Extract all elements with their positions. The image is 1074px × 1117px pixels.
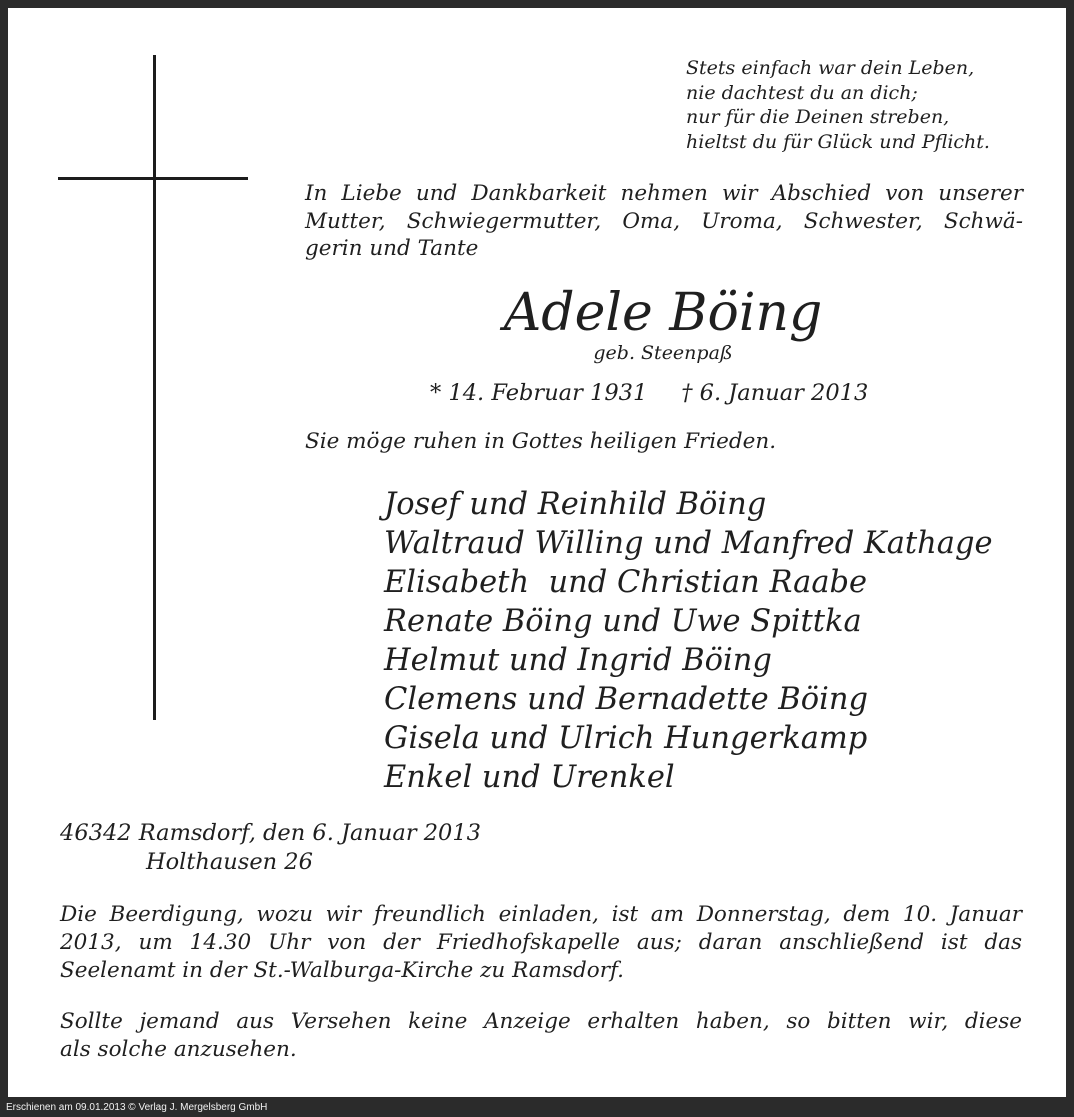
farewell-wish: Sie möge ruhen in Gottes heiligen Frieden. — [305, 429, 777, 454]
family-member: Waltraud Willing und Manfred Kathage — [384, 526, 993, 561]
street-address: Holthausen 26 — [146, 849, 313, 875]
funeral-line: Seelenamt in der St.-Walburga-Kirche zu Ramsdorf. — [60, 958, 625, 983]
funeral-notice — [60, 901, 1022, 985]
poem-line: hieltst du für Glück und Pflicht. — [686, 130, 990, 153]
closing-line: als solche anzusehen. — [60, 1037, 297, 1062]
intro-line: gerin und Tante — [305, 236, 479, 261]
poem-line: Stets einfach war dein Leben, — [686, 57, 975, 79]
publication-footer: Erschienen am 09.01.2013 © Verlag J. Mergelsberg GmbH — [6, 1102, 268, 1113]
funeral-line: Die Beerdigung, wozu wir freundlich einladen, ist am Donnerstag, dem 10. Januar — [60, 902, 1022, 927]
family-member: Clemens und Bernadette Böing — [384, 682, 869, 717]
poem-line: nie dachtest du an dich; — [686, 81, 918, 104]
birth-date: * 14. Februar 1931 — [430, 380, 648, 406]
intro-line: In Liebe und Dankbarkeit nehmen wir Abschied von unserer — [305, 181, 1023, 206]
poem-line: nur für die Deinen streben, — [686, 106, 950, 128]
family-member: Helmut und Ingrid Böing — [384, 643, 772, 678]
family-member: Gisela und Ulrich Hungerkamp — [384, 721, 868, 756]
birth-name: geb. Steenpaß — [593, 342, 733, 364]
family-member: Renate Böing und Uwe Spittka — [384, 604, 862, 639]
cross-horizontal-bar — [58, 177, 248, 180]
family-member: Josef und Reinhild Böing — [384, 487, 767, 522]
place-date: 46342 Ramsdorf, den 6. Januar 2013 — [60, 820, 481, 846]
death-date: † 6. Januar 2013 — [681, 380, 869, 406]
cross-vertical-bar — [153, 55, 156, 720]
intro-line: Mutter, Schwiegermutter, Oma, Uroma, Schwester, Schwä- — [305, 208, 1023, 234]
life-dates — [430, 378, 868, 408]
funeral-line: 2013, um 14.30 Uhr von der Friedhofskapelle aus; daran anschließend ist das — [60, 930, 1022, 955]
deceased-name: Adele Böing — [503, 283, 823, 343]
family-list — [384, 485, 993, 797]
closing-line: Sollte jemand aus Versehen keine Anzeige erhalten haben, so bitten wir, diese — [60, 1009, 1022, 1034]
family-member: Enkel und Urenkel — [384, 760, 675, 795]
closing-note — [60, 1008, 1022, 1064]
poem — [686, 56, 990, 154]
family-member: Elisabeth und Christian Raabe — [384, 565, 868, 600]
intro-text — [305, 180, 1023, 263]
